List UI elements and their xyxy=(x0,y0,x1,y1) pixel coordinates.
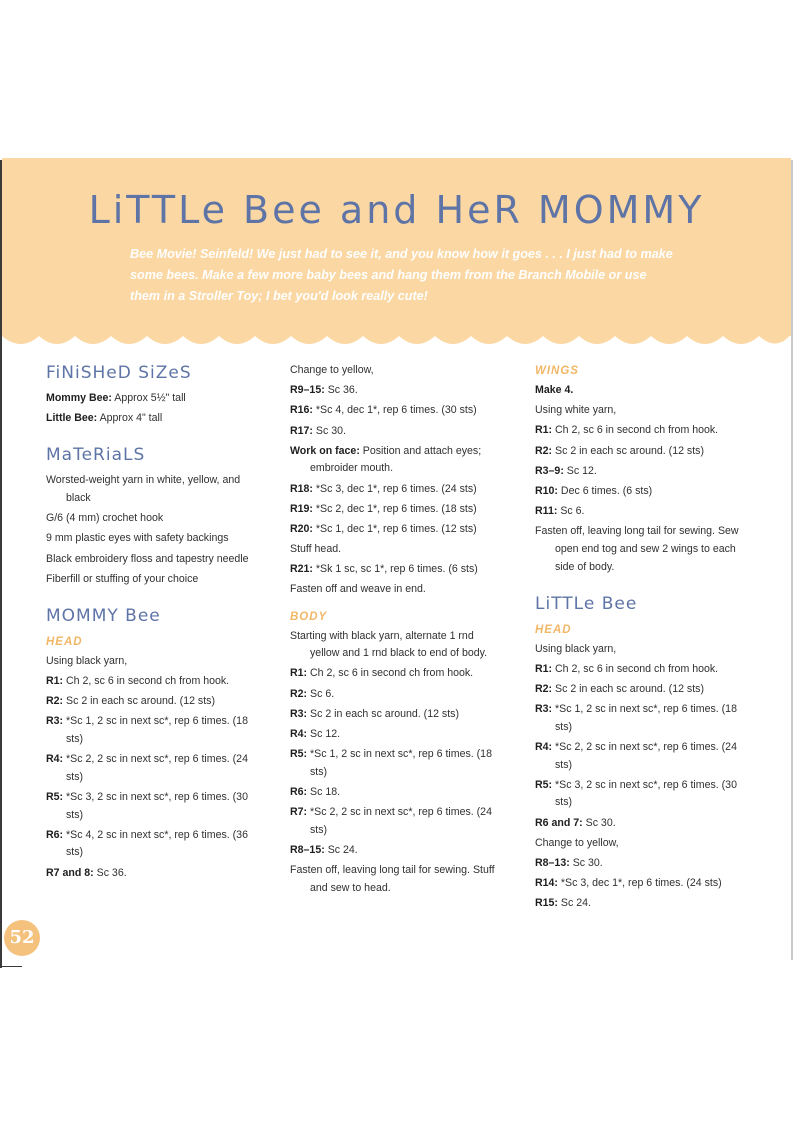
head-subheading: HEAD xyxy=(535,623,572,636)
material-item: Fiberfill or stuffing of your choice xyxy=(46,572,199,585)
row-instruction: R6: *Sc 4, 2 sc in next sc*, rep 6 times. (36 sts) xyxy=(46,828,248,859)
header-banner xyxy=(2,158,791,336)
materials-heading: MaTeRiaLS xyxy=(46,445,146,466)
row-instruction: R4: *Sc 2, 2 sc in next sc*, rep 6 times. (24 sts) xyxy=(535,741,737,771)
row-instruction: R6 and 7: Sc 30. xyxy=(535,816,616,829)
column-3 xyxy=(535,362,755,916)
row-instruction: R2: Sc 6. xyxy=(290,687,335,700)
row-instruction: R7 and 8: Sc 36. xyxy=(46,866,127,879)
instruction-line: Using white yarn, xyxy=(535,404,617,417)
column-2 xyxy=(290,362,502,900)
row-instruction: R5: *Sc 1, 2 sc in next sc*, rep 6 times. (18 sts) xyxy=(290,748,492,778)
row-instruction: R6: Sc 18. xyxy=(290,785,341,798)
body-subheading: BODY xyxy=(290,610,328,623)
material-item: 9 mm plastic eyes with safety backings xyxy=(46,532,229,545)
instruction-line: Starting with black yarn, alternate 1 rnd yellow and 1 rnd black to end of body. xyxy=(290,629,488,660)
row-instruction: R8–13: Sc 30. xyxy=(535,856,603,869)
row-instruction: R4: *Sc 2, 2 sc in next sc*, rep 6 times. (24 sts) xyxy=(46,753,248,783)
row-instruction: R3–9: Sc 12. xyxy=(535,464,597,477)
page-number: 52 xyxy=(4,920,40,956)
instruction-line: Fasten off, leaving long tail for sewing. Sew open end tog and sew 2 wings to each side of body. xyxy=(535,525,739,573)
instruction-line: Fasten off and weave in end. xyxy=(290,583,426,596)
row-instruction: R2: Sc 2 in each sc around. (12 sts) xyxy=(535,444,704,457)
scallop-edge xyxy=(2,330,791,352)
row-instruction: Work on face: Position and attach eyes; embroider mouth. xyxy=(290,444,482,475)
instruction-line: Make 4. xyxy=(535,384,574,396)
row-instruction: R2: Sc 2 in each sc around. (12 sts) xyxy=(535,683,704,696)
row-instruction: R10: Dec 6 times. (6 sts) xyxy=(535,484,653,497)
intro-text: Bee Movie! Seinfeld! We just had to see it, and you know how it goes . . . I just had to make some bees. Make a few more baby bees and hang them from the Branch Mobile or use them in a Stroller Toy; I bet you'd look really cute! xyxy=(130,247,673,303)
instruction-line: Change to yellow, xyxy=(290,364,374,376)
column-1 xyxy=(46,362,258,885)
head-subheading: HEAD xyxy=(46,635,83,648)
material-item: Worsted-weight yarn in white, yellow, and black xyxy=(46,474,241,504)
row-instruction: R5: *Sc 3, 2 sc in next sc*, rep 6 times. (30 sts) xyxy=(535,778,737,809)
size-little-bee: Little Bee: Approx 4" tall xyxy=(46,412,163,425)
row-instruction: R14: *Sc 3, dec 1*, rep 6 times. (24 sts) xyxy=(535,877,722,890)
instruction-line: Change to yellow, xyxy=(535,836,619,849)
size-mommy-bee: Mommy Bee: Approx 5½" tall xyxy=(46,392,186,404)
instruction-line: Using black yarn, xyxy=(46,654,128,667)
row-instruction: R15: Sc 24. xyxy=(535,897,591,910)
finished-sizes-heading: FiNiSHeD SiZeS xyxy=(46,363,192,383)
row-instruction: R16: *Sc 4, dec 1*, rep 6 times. (30 sts) xyxy=(290,404,477,417)
row-instruction: R17: Sc 30. xyxy=(290,424,346,437)
page-edge-bottom xyxy=(2,966,22,967)
row-instruction: R19: *Sc 2, dec 1*, rep 6 times. (18 sts) xyxy=(290,502,477,515)
little-bee-heading: LiTTLe Bee xyxy=(535,593,638,614)
row-instruction: R8–15: Sc 24. xyxy=(290,843,358,856)
row-instruction: R11: Sc 6. xyxy=(535,505,585,518)
instruction-line: Using black yarn, xyxy=(535,642,617,655)
row-instruction: R21: *Sk 1 sc, sc 1*, rep 6 times. (6 sts) xyxy=(290,563,478,576)
row-instruction: R4: Sc 12. xyxy=(290,728,341,740)
mommy-bee-heading: MOMMY Bee xyxy=(46,605,161,626)
row-instruction: R1: Ch 2, sc 6 in second ch from hook. xyxy=(290,667,474,680)
material-item: G/6 (4 mm) crochet hook xyxy=(46,512,164,525)
row-instruction: R3: *Sc 1, 2 sc in next sc*, rep 6 times. (18 sts) xyxy=(535,703,737,733)
row-instruction: R1: Ch 2, sc 6 in second ch from hook. xyxy=(535,662,719,675)
instruction-line: Stuff head. xyxy=(290,543,342,556)
row-instruction: R20: *Sc 1, dec 1*, rep 6 times. (12 sts) xyxy=(290,522,477,535)
row-instruction: R5: *Sc 3, 2 sc in next sc*, rep 6 times. (30 sts) xyxy=(46,791,248,821)
row-instruction: R9–15: Sc 36. xyxy=(290,384,358,397)
page-title: LiTTLe Bee and HeR MOMMY xyxy=(88,188,705,232)
instruction-line: Fasten off, leaving long tail for sewing. Stuff and sew to head. xyxy=(290,864,495,894)
material-item: Black embroidery floss and tapestry needle xyxy=(46,552,249,565)
row-instruction: R18: *Sc 3, dec 1*, rep 6 times. (24 sts) xyxy=(290,482,477,495)
row-instruction: R3: Sc 2 in each sc around. (12 sts) xyxy=(290,707,459,720)
wings-subheading: WINGS xyxy=(535,365,579,377)
row-instruction: R3: *Sc 1, 2 sc in next sc*, rep 6 times. (18 sts) xyxy=(46,715,248,746)
row-instruction: R7: *Sc 2, 2 sc in next sc*, rep 6 times. (24 sts) xyxy=(290,806,492,836)
row-instruction: R2: Sc 2 in each sc around. (12 sts) xyxy=(46,695,215,708)
row-instruction: R1: Ch 2, sc 6 in second ch from hook. xyxy=(535,424,719,437)
row-instruction: R1: Ch 2, sc 6 in second ch from hook. xyxy=(46,675,230,688)
